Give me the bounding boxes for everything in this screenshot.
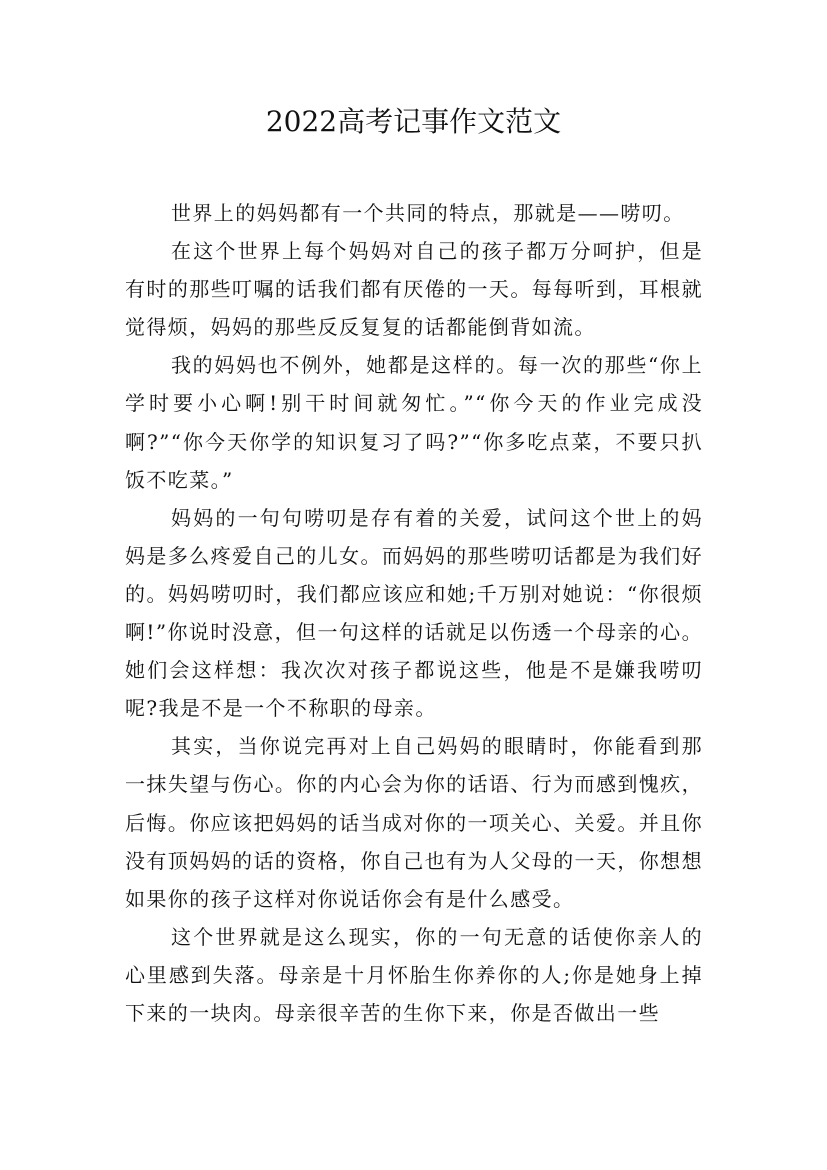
paragraph: 我的妈妈也不例外，她都是这样的。每一次的那些“你上学时要小心啊!别干时间就匆忙。”“你今天的作业完成没啊?”“你今天你学的知识复习了吗?”“你多吃点菜，不要只扒饭不吃菜。” [125,353,703,492]
paragraph: 其实，当你说完再对上自己妈妈的眼睛时，你能看到那一抹失望与伤心。你的内心会为你的话语、行为而感到愧疚，后悔。你应该把妈妈的话当成对你的一项关心、关爱。并且你没有顶妈妈的话的资格，你自己也有为人父母的一天，你想想如果你的孩子这样对你说话你会有是什么感受。 [125,734,703,911]
document-body [125,194,703,1032]
paragraph: 在这个世界上每个妈妈对自己的孩子都万分呵护，但是有时的那些叮嘱的话我们都有厌倦的一天。每每听到，耳根就觉得烦，妈妈的那些反反复复的话都能倒背如流。 [125,239,703,340]
paragraph: 这个世界就是这么现实，你的一句无意的话使你亲人的心里感到失落。母亲是十月怀胎生你养你的人;你是她身上掉下来的一块肉。母亲很辛苦的生你下来，你是否做出一些 [125,924,703,1025]
paragraph: 世界上的妈妈都有一个共同的特点，那就是——唠叨。 [171,201,685,225]
document-title: 2022高考记事作文范文 [265,105,562,138]
paragraph: 妈妈的一句句唠叨是存有着的关爱，试问这个世上的妈妈是多么疼爱自己的儿女。而妈妈的那些唠叨话都是为我们好的。妈妈唠叨时，我们都应该应和她;千万别对她说：“你很烦啊!”你说时没意，但一句这样的话就足以伤透一个母亲的心。她们会这样想：我次次对孩子都说这些，他是不是嫌我唠叨呢?我是不是一个不称职的母亲。 [125,505,703,721]
